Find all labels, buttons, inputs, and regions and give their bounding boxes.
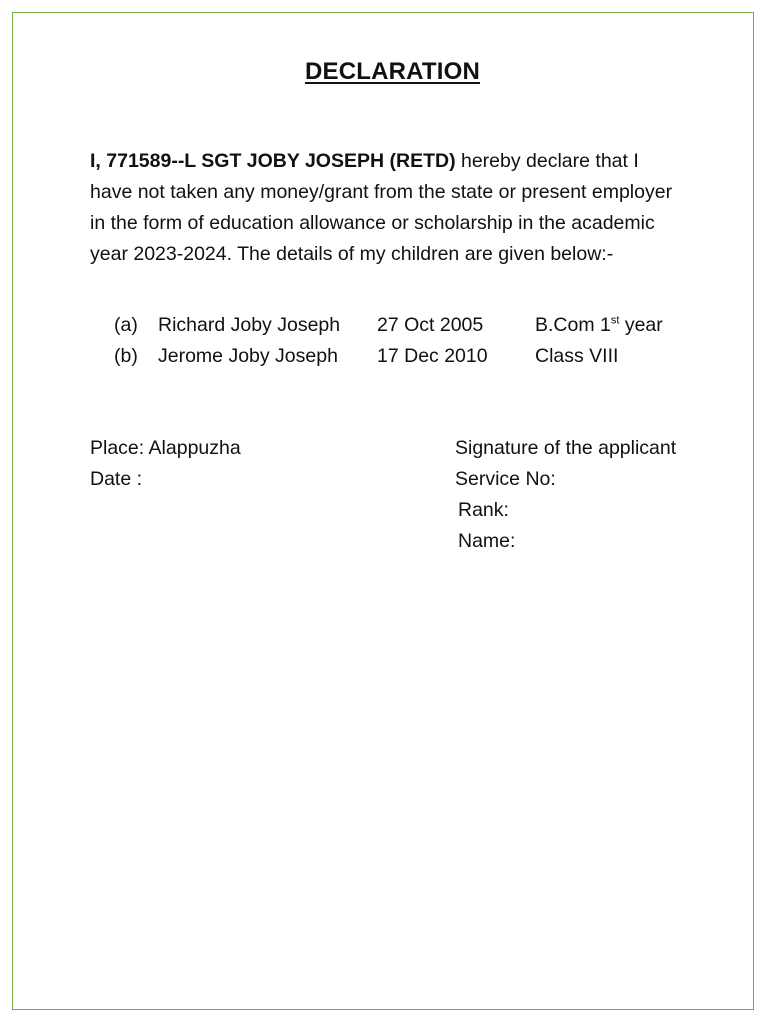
child-class: Class VIII <box>535 345 619 367</box>
declaration-paragraph <box>90 146 675 270</box>
child-class: B.Com 1st year <box>535 314 663 336</box>
name-line: Name: <box>458 530 516 552</box>
declarant-identity: I, 771589--L SGT JOBY JOSEPH (RETD) <box>90 150 456 172</box>
child-name: Richard Joby Joseph <box>158 314 341 336</box>
date-line: Date : <box>90 468 143 490</box>
declaration-body: hereby declare that I have not taken any money/grant from the state or present employer in the form of education allowance or scholarship in the academic year 2023-2024. The details of my children are given below:- <box>90 150 673 265</box>
place-line: Place: Alappuzha <box>90 437 241 459</box>
child-dob: 27 Oct 2005 <box>377 314 484 336</box>
child-name: Jerome Joby Joseph <box>158 345 338 367</box>
child-label: (b) <box>114 345 138 367</box>
rank-line: Rank: <box>458 499 509 521</box>
document-title: DECLARATION <box>304 58 481 85</box>
child-label: (a) <box>114 314 138 336</box>
child-row-a <box>0 310 768 341</box>
child-dob: 17 Dec 2010 <box>377 345 488 367</box>
child-row-b <box>0 341 768 372</box>
service-no-line: Service No: <box>455 468 556 490</box>
signature-line: Signature of the applicant <box>455 437 677 459</box>
